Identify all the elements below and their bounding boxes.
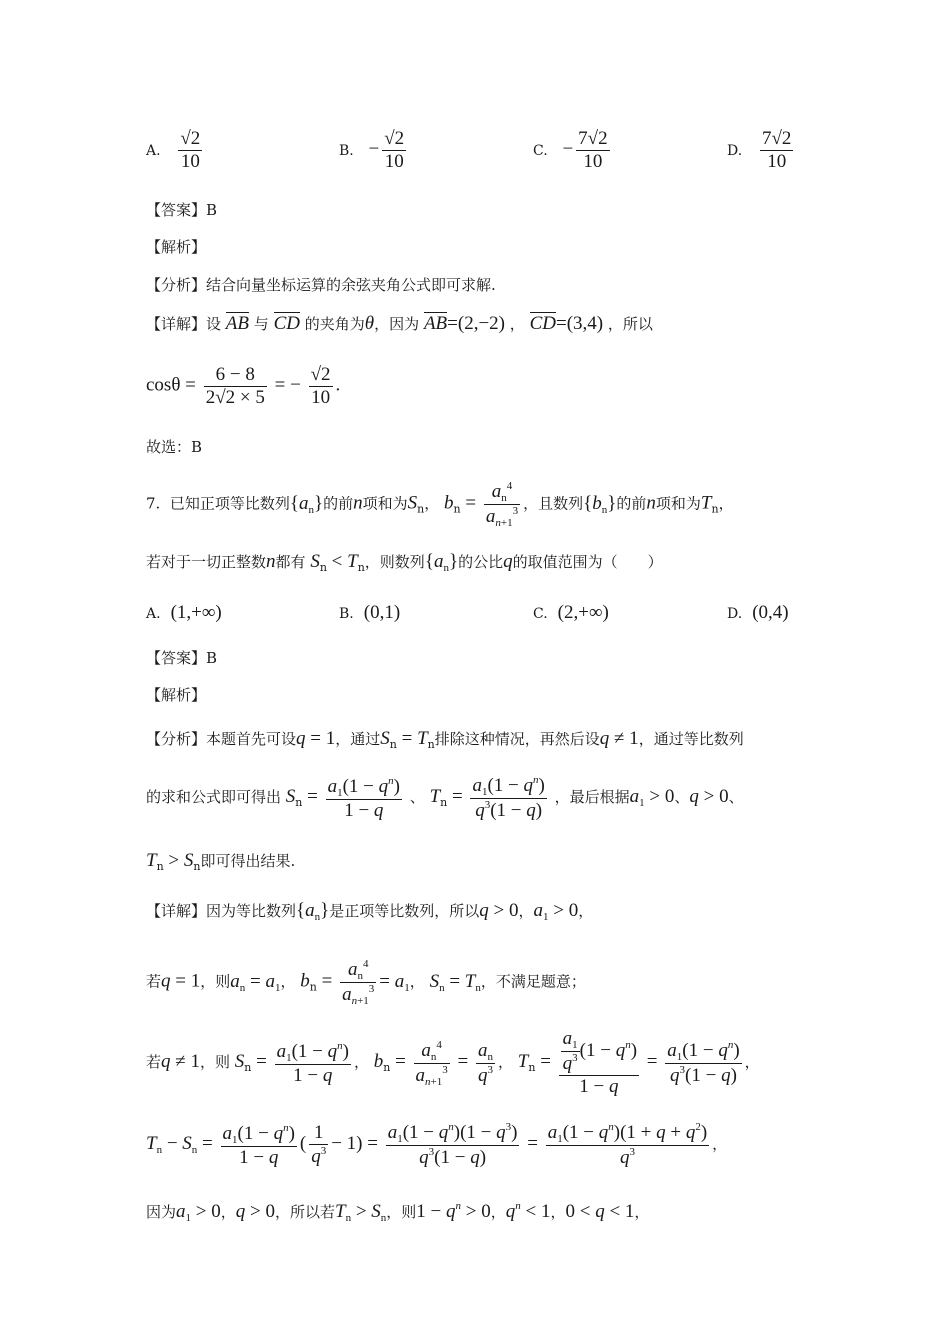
q7-option-c: C. (2,+∞): [533, 602, 609, 623]
fraction: $\frac{1}{q^3}$: [311, 1122, 327, 1167]
q7-option-a: A. (1,+∞): [146, 602, 222, 623]
fraction: $\frac{a_1(1 - q^n)}{1 - q}$: [276, 1039, 349, 1086]
q7-detail-line2: 若q = 1，则$a_n = a_1$， $b_n$ = $\frac{a_n^4}{a_{n+1}^3}$ = $a_1$， $S_n = T_n$，不满足题意；: [146, 958, 586, 1007]
q7-detail-line3: 若q ≠ 1，则 $S_n$ = $\frac{a_1(1 - q^n)}{1 - q}$ ， $b_n$ = $\frac{a_n^4}{a_{n+1}^3}$ = $\frac{a_n}{q^3}$ ， $T_n$ = $\frac{a_1}{q^3}$ $(1 - q^n)$ 1 − q = $\frac{a_1(1 - q^n)}{q^3(1 - q)}$ ，: [146, 1028, 760, 1097]
fraction: $\frac{7√2}{10}$: [761, 128, 792, 172]
q6-option-b: B. − $\frac{√2}{10}$: [339, 128, 405, 172]
fraction: $\frac{√2}{10}$: [384, 128, 405, 172]
fraction: $\frac{a_n}{q^3}$: [477, 1039, 493, 1086]
q7-analysis-line1: 【分析】本题首先可设q = 1，通过$S_n = T_n$排除这种情况，再然后设q ≠ 1，通过等比数列: [146, 728, 744, 751]
fraction: $\frac{a_n^4}{a_{n+1}^3}$: [415, 1038, 448, 1088]
fraction: $\frac{√2}{10}$: [310, 364, 331, 408]
fraction: $\frac{a_1(1 - q^n)}{1 - q}$: [222, 1121, 295, 1168]
fraction: $\frac{7√2}{10}$: [578, 128, 608, 172]
fraction: $\frac{a_1(1 - q^n)}{q^3(1 - q)}$: [472, 774, 545, 821]
fraction: $\frac{6 - 8}{2√2 \times 5}$: [205, 364, 265, 408]
q7-analysis-line2: 的求和公式即可得出 $S_n$ = $\frac{a_1(1 - q^n)}{1 - q}$ 、 $T_n$ = $\frac{a_1(1 - q^n)}{q^3(1 - q)}$ ，最后根据$a_1 > 0$、q > 0、: [146, 774, 744, 821]
fraction: $\frac{a_1(1 - q^n)(1 - q^3)}{q^3(1 - q)}$: [387, 1121, 518, 1168]
q6-option-a: A. $\frac{√2}{10}$: [146, 128, 201, 172]
fraction: $\frac{a_1(1 - q^n)(1 + q + q^2)}{q^3}$: [547, 1121, 708, 1168]
q7-stem-line1: 7. 已知正项等比数列$\{a_n\}$的前n项和为$S_n$， $b_n$ = $\frac{a_n^4}{a_{n+1}^3}$ ，且数列$\{b_n\}$的前n项和为$T_n$，: [146, 480, 734, 529]
q6-analysis: 【分析】结合向量坐标运算的余弦夹角公式即可求解.: [146, 276, 496, 294]
q7-analysis-head: 【解析】: [146, 686, 207, 704]
fraction: $\frac{a_1}{q^3}$ $(1 - q^n)$ 1 − q: [559, 1028, 639, 1098]
fraction: $\frac{√2}{10}$: [180, 128, 201, 172]
q7-detail-line4: $T_n - S_n$ = $\frac{a_1(1 - q^n)}{1 - q}$ ( $\frac{1}{q^3}$ − 1) = $\frac{a_1(1 - q^n)(1 - q^3)}{q^3(1 - q)}$ = $\frac{a_1(1 - q^n)(1 + q + q^2)}{q^3}$ ，: [146, 1121, 728, 1168]
fraction: $\frac{a_n^4}{a_{n+1}^3}$: [342, 958, 375, 1007]
q7-option-b: B. (0,1): [339, 602, 401, 623]
q6-cos-formula: cosθ = $\frac{6 - 8}{2√2 \times 5}$ = − $\frac{√2}{10}$ .: [146, 364, 341, 408]
vector-ab: AB: [225, 313, 250, 334]
q7-detail-line5: 因为$a_1 > 0$，q > 0，所以若$T_n > S_n$，则$1 - q^n > 0$，$q^n < 1$，0 < q < 1，: [146, 1200, 650, 1224]
q7-analysis-line3: $T_n > S_n$即可得出结果.: [146, 850, 296, 873]
fraction: $\frac{a_1(1 - q^n)}{1 - q}$: [327, 774, 400, 821]
q7-answer: 【答案】B: [146, 649, 218, 667]
q6-option-c: C. − $\frac{7√2}{10}$: [533, 128, 608, 172]
q6-option-d: D. $\frac{7√2}{10}$: [727, 128, 792, 172]
fraction: $\frac{a_1(1 - q^n)}{q^3(1 - q)}$: [667, 1039, 740, 1086]
q7-stem-line2: 若对于一切正整数n都有 $S_n < T_n$，则数列$\{a_n\}$的公比q的取值范围为（ ）: [146, 551, 663, 574]
fraction: $\frac{a_n^4}{a_{n+1}^3}$: [485, 480, 519, 529]
vector-cd: CD: [273, 313, 300, 334]
q6-answer: 【答案】B: [146, 201, 218, 219]
q6-choose: 故选：B: [146, 438, 203, 456]
q7-detail-line1: 【详解】因为等比数列$\{a_n\}$是正项等比数列，所以q > 0，$a_1 > 0$，: [146, 900, 594, 923]
q7-option-d: D. (0,4): [727, 602, 789, 623]
q6-analysis-head: 【解析】: [146, 238, 207, 256]
q6-detail: 【详解】设 AB 与 CD 的夹角为θ，因为 AB=(2,−2) ， CD=(3,4) ，所以: [146, 313, 653, 334]
